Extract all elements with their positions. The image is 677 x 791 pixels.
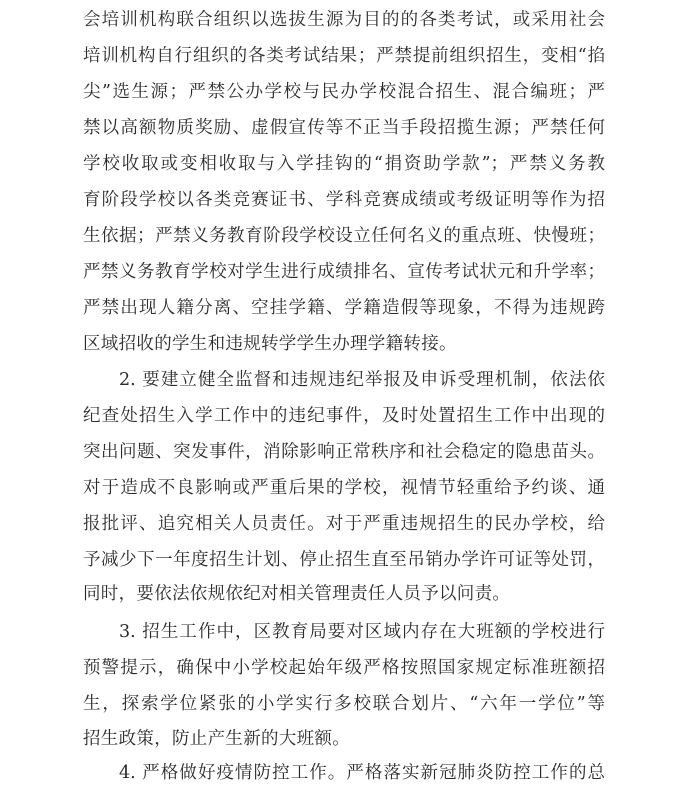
- text-line: 予减少下一年度招生计划、停止招生直至吊销办学许可证等处罚，: [83, 550, 605, 570]
- text-line: 禁以高额物质奖励、虚假宣传等不正当手段招揽生源；严禁任何: [83, 118, 605, 138]
- paragraph-3-start: 3. 招生工作中，区教育局要对区域内存在大班额的学校进行: [119, 622, 605, 642]
- text-line: 学校收取或变相收取与入学挂钩的“捐资助学款”；严禁义务教: [83, 154, 605, 174]
- text-line: 报批评、追究相关人员责任。对于严重违规招生的民办学校，给: [83, 514, 605, 534]
- text-line: 纪查处招生入学工作中的违纪事件，及时处置招生工作中出现的: [83, 406, 605, 426]
- text-line: 招生政策，防止产生新的大班额。: [83, 729, 350, 749]
- text-line: 育阶段学校以各类竞赛证书、学科竞赛成绩或考级证明等作为招: [83, 190, 605, 210]
- text-line: 生，探索学位紧张的小学实行多校联合划片、“六年一学位”等: [83, 694, 605, 714]
- text-line: 严禁出现人籍分离、空挂学籍、学籍造假等现象，不得为违规跨: [83, 298, 605, 318]
- text-line: 预警提示，确保中小学校起始年级严格按照国家规定标准班额招: [83, 658, 605, 678]
- text-line: 突出问题、突发事件，消除影响正常秩序和社会稳定的隐患苗头。: [83, 442, 605, 462]
- text-line: 区域招收的学生和违规转学学生办理学籍转接。: [83, 334, 457, 354]
- text-line: 会培训机构联合组织以选拔生源为目的的各类考试，或采用社会: [83, 10, 605, 30]
- text-line: 尖”选生源；严禁公办学校与民办学校混合招生、混合编班；严: [83, 82, 605, 102]
- text-line: 同时，要依法依规依纪对相关管理责任人员予以问责。: [83, 584, 511, 604]
- text-line: 培训机构自行组织的各类考试结果；严禁提前组织招生，变相“掐: [83, 46, 605, 66]
- paragraph-2-start: 2. 要建立健全监督和违规违纪举报及申诉受理机制，依法依: [119, 370, 605, 390]
- text-line: 生依据；严禁义务教育阶段学校设立任何名义的重点班、快慢班；: [83, 226, 605, 246]
- text-line: 严禁义务教育学校对学生进行成绩排名、宣传考试状元和升学率；: [83, 262, 605, 282]
- paragraph-4-start: 4. 严格做好疫情防控工作。严格落实新冠肺炎防控工作的总: [119, 763, 605, 783]
- text-line: 对于造成不良影响或严重后果的学校，视情节轻重给予约谈、通: [83, 478, 605, 498]
